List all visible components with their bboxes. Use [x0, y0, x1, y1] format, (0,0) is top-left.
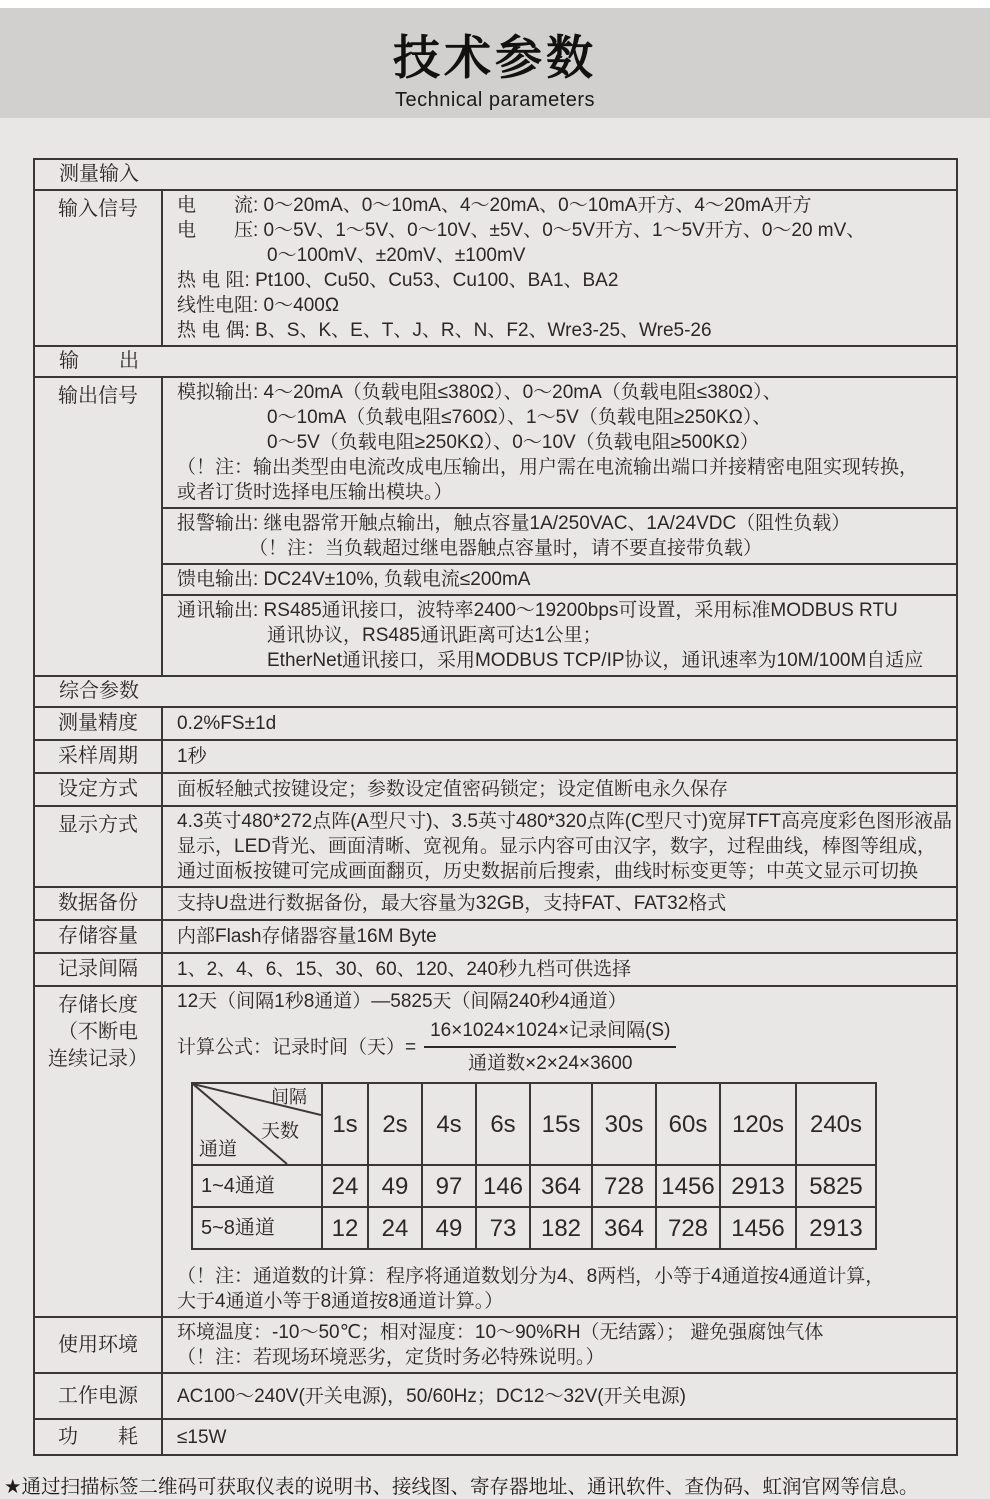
interval-header: 60s — [655, 1084, 719, 1164]
comm-output-block — [163, 594, 956, 675]
comm-output-line-3: EtherNet通讯接口，采用MODBUS TCP/IP协议，通讯速率为10M/100M自适应 — [267, 650, 924, 671]
storage-note-line-1: （！注：通道数的计算：程序将通道数划分为4、8两档，小等于4通道按4通道计算， — [177, 1266, 885, 1287]
days-value: 49 — [421, 1208, 475, 1248]
days-value: 182 — [529, 1208, 591, 1248]
storage-note-line-2: 大于4通道小等于8通道按8通道计算。） — [177, 1291, 504, 1312]
display-line-1: 4.3英寸480*272点阵(A型尺寸)、3.5英寸480*320点阵(C型尺寸)宽屏TFT高亮度彩色图形液晶 — [177, 811, 952, 832]
backup-value: 支持U盘进行数据备份，最大容量为32GB，支持FAT、FAT32格式 — [177, 893, 727, 914]
row-environment — [35, 1316, 956, 1372]
environment-content — [163, 1318, 956, 1372]
interval-header: 6s — [475, 1084, 529, 1164]
record-days-header-row — [193, 1084, 875, 1164]
capacity-value: 内部Flash存储器容量16M Byte — [177, 926, 437, 947]
page-subtitle: Technical parameters — [394, 89, 596, 111]
environment-line-2: （！注：若现场环境恶劣，定货时务必特殊说明。） — [177, 1347, 605, 1368]
interval-header: 240s — [795, 1084, 875, 1164]
sampling-value: 1秒 — [177, 746, 207, 767]
interval-header: 2s — [367, 1084, 421, 1164]
days-value: 5825 — [795, 1166, 875, 1206]
record-days-table — [191, 1082, 877, 1250]
corner-days-label: 天数 — [260, 1121, 299, 1142]
interval-header: 120s — [719, 1084, 795, 1164]
input-voltage-line: 电 压: 0～5V、1～5V、0～10V、±5V、0～5V开方、1～5V开方、0～20 mV、 — [177, 220, 866, 241]
days-value: 2913 — [719, 1166, 795, 1206]
output-signal-content — [163, 378, 956, 675]
top-white-strip — [0, 0, 990, 8]
input-rtd-line: 热 电 阻: Pt100、Cu50、Cu53、Cu100、BA1、BA2 — [177, 270, 619, 291]
page-title: 技术参数 — [393, 31, 597, 84]
row-backup — [35, 886, 956, 919]
storage-label — [35, 987, 163, 1316]
row-label: 5~8通道 — [201, 1216, 275, 1239]
input-signal-label: 输入信号 — [35, 191, 163, 345]
corner-channel-label: 通道 — [199, 1139, 238, 1160]
accuracy-value: 0.2%FS±1d — [177, 713, 277, 734]
input-current-line: 电 流: 0～20mA、0～10mA、4～20mA、0～10mA开方、4～20mA开方 — [177, 195, 812, 216]
row-input-signal — [35, 189, 956, 345]
section-output-label: 输 出 — [59, 350, 139, 372]
analog-output-line-3: 0～5V（负载电阻≥250KΩ）、0～10V（负载电阻≥500KΩ） — [267, 432, 759, 453]
formula-denominator: 通道数×2×24×3600 — [424, 1046, 676, 1076]
days-value: 1456 — [719, 1208, 795, 1248]
formula-fraction — [424, 1018, 676, 1076]
interval-label: 记录间隔 — [35, 954, 163, 985]
spec-table — [33, 158, 958, 1456]
section-output — [35, 345, 956, 376]
days-value: 364 — [591, 1208, 655, 1248]
section-measure-input — [35, 160, 956, 189]
days-value: 146 — [475, 1166, 529, 1206]
interval-header: 15s — [529, 1084, 591, 1164]
days-value: 49 — [367, 1166, 421, 1206]
storage-label-line-3: 连续记录） — [48, 1048, 148, 1070]
analog-output-note-2: 或者订货时选择电压输出模块。） — [177, 482, 453, 503]
comm-output-line-2: 通讯协议，RS485通讯距离可达1公里； — [267, 625, 602, 646]
storage-formula — [177, 1018, 948, 1076]
input-voltage-line-2: 0～100mV、±20mV、±100mV — [267, 245, 526, 266]
input-signal-content — [163, 191, 956, 345]
consumption-label: 功 耗 — [35, 1420, 163, 1454]
record-days-row-5-8 — [193, 1206, 875, 1248]
days-value: 24 — [367, 1208, 421, 1248]
days-value: 12 — [321, 1208, 367, 1248]
output-signal-label: 输出信号 — [35, 378, 163, 675]
environment-label: 使用环境 — [35, 1318, 163, 1372]
section-general-label: 综合参数 — [59, 680, 139, 702]
environment-line-1: 环境温度：-10～50℃；相对湿度：10～90%RH（无结露）； 避免强腐蚀气体 — [177, 1322, 824, 1343]
interval-header: 1s — [321, 1084, 367, 1164]
storage-label-line-1: 存储长度 — [58, 994, 138, 1016]
days-value: 1456 — [655, 1166, 719, 1206]
feed-output-block — [163, 563, 956, 594]
days-value: 728 — [655, 1208, 719, 1248]
power-value: AC100～240V(开关电源)，50/60Hz；DC12～32V(开关电源) — [177, 1385, 686, 1407]
power-label: 工作电源 — [35, 1374, 163, 1418]
input-thermocouple-line: 热 电 偶: B、S、K、E、T、J、R、N、F2、Wre3-25、Wre5-26 — [177, 320, 712, 341]
interval-header: 4s — [421, 1084, 475, 1164]
row-sampling — [35, 739, 956, 772]
formula-numerator: 16×1024×1024×记录间隔(S) — [430, 1020, 671, 1041]
row-display — [35, 805, 956, 886]
page-header — [0, 8, 990, 118]
comm-output-line-1: 通讯输出: RS485通讯接口，波特率2400～19200bps可设置，采用标准MODBUS RTU — [177, 600, 898, 621]
analog-output-line-2: 0～10mA（负载电阻≤760Ω）、1～5V（负载电阻≥250KΩ）、 — [267, 407, 772, 428]
setting-label: 设定方式 — [35, 774, 163, 805]
days-value: 2913 — [795, 1208, 875, 1248]
display-label: 显示方式 — [35, 807, 163, 886]
days-value: 364 — [529, 1166, 591, 1206]
record-days-row-1-4 — [193, 1164, 875, 1206]
corner-interval-label: 间隔 — [271, 1087, 307, 1107]
row-power — [35, 1372, 956, 1418]
row-accuracy — [35, 706, 956, 739]
analog-output-note-1: （！注：输出类型由电流改成电压输出，用户需在电流输出端口并接精密电阻实现转换， — [177, 457, 919, 478]
days-value: 73 — [475, 1208, 529, 1248]
days-value: 97 — [421, 1166, 475, 1206]
setting-value: 面板轻触式按键设定；参数设定值密码锁定；设定值断电永久保存 — [177, 779, 729, 800]
row-capacity — [35, 919, 956, 952]
storage-label-line-2: （不断电 — [58, 1021, 138, 1043]
interval-header: 30s — [591, 1084, 655, 1164]
section-measure-input-label: 测量输入 — [59, 163, 139, 185]
feed-output-line: 馈电输出: DC24V±10%, 负载电流≤200mA — [177, 569, 531, 590]
row-consumption — [35, 1418, 956, 1454]
display-line-2: 显示，LED背光、画面清晰、宽视角。显示内容可由汉字，数字，过程曲线，棒图等组成， — [177, 836, 936, 857]
display-content — [163, 807, 956, 886]
footer-note: ★通过扫描标签二维码可获取仪表的说明书、接线图、寄存器地址、通讯软件、查伪码、虹润官网等信息。 — [4, 1476, 919, 1498]
display-line-3: 通过面板按键可完成画面翻页，历史数据前后搜索，曲线时标变更等；中英文显示可切换 — [177, 861, 919, 882]
input-linear-res-line: 线性电阻: 0～400Ω — [177, 295, 340, 316]
row-storage-length — [35, 985, 956, 1316]
backup-label: 数据备份 — [35, 888, 163, 919]
days-value: 24 — [321, 1166, 367, 1206]
accuracy-label: 测量精度 — [35, 708, 163, 739]
corner-cell — [193, 1084, 321, 1164]
row-output-signal — [35, 376, 956, 675]
storage-range-line: 12天（间隔1秒8通道）—5825天（间隔240秒4通道） — [177, 991, 627, 1012]
alarm-output-note: （！注：当负载超过继电器触点容量时，请不要直接带负载） — [249, 538, 763, 559]
formula-prefix: 计算公式：记录时间（天）= — [177, 1036, 417, 1058]
analog-output-line-1: 模拟输出: 4～20mA（负载电阻≤380Ω）、0～20mA（负载电阻≤380Ω）、 — [177, 382, 782, 403]
alarm-output-block — [163, 507, 956, 563]
storage-content — [163, 987, 956, 1316]
row-interval — [35, 952, 956, 985]
sampling-label: 采样周期 — [35, 741, 163, 772]
alarm-output-line: 报警输出: 继电器常开触点输出，触点容量1A/250VAC、1A/24VDC（阻性负载） — [177, 513, 851, 534]
interval-value: 1、2、4、6、15、30、60、120、240秒九档可供选择 — [177, 959, 632, 980]
capacity-label: 存储容量 — [35, 921, 163, 952]
consumption-value: ≤15W — [177, 1426, 227, 1448]
row-setting — [35, 772, 956, 805]
analog-output-block — [163, 378, 956, 507]
row-label: 1~4通道 — [201, 1174, 275, 1197]
section-general — [35, 675, 956, 706]
days-value: 728 — [591, 1166, 655, 1206]
